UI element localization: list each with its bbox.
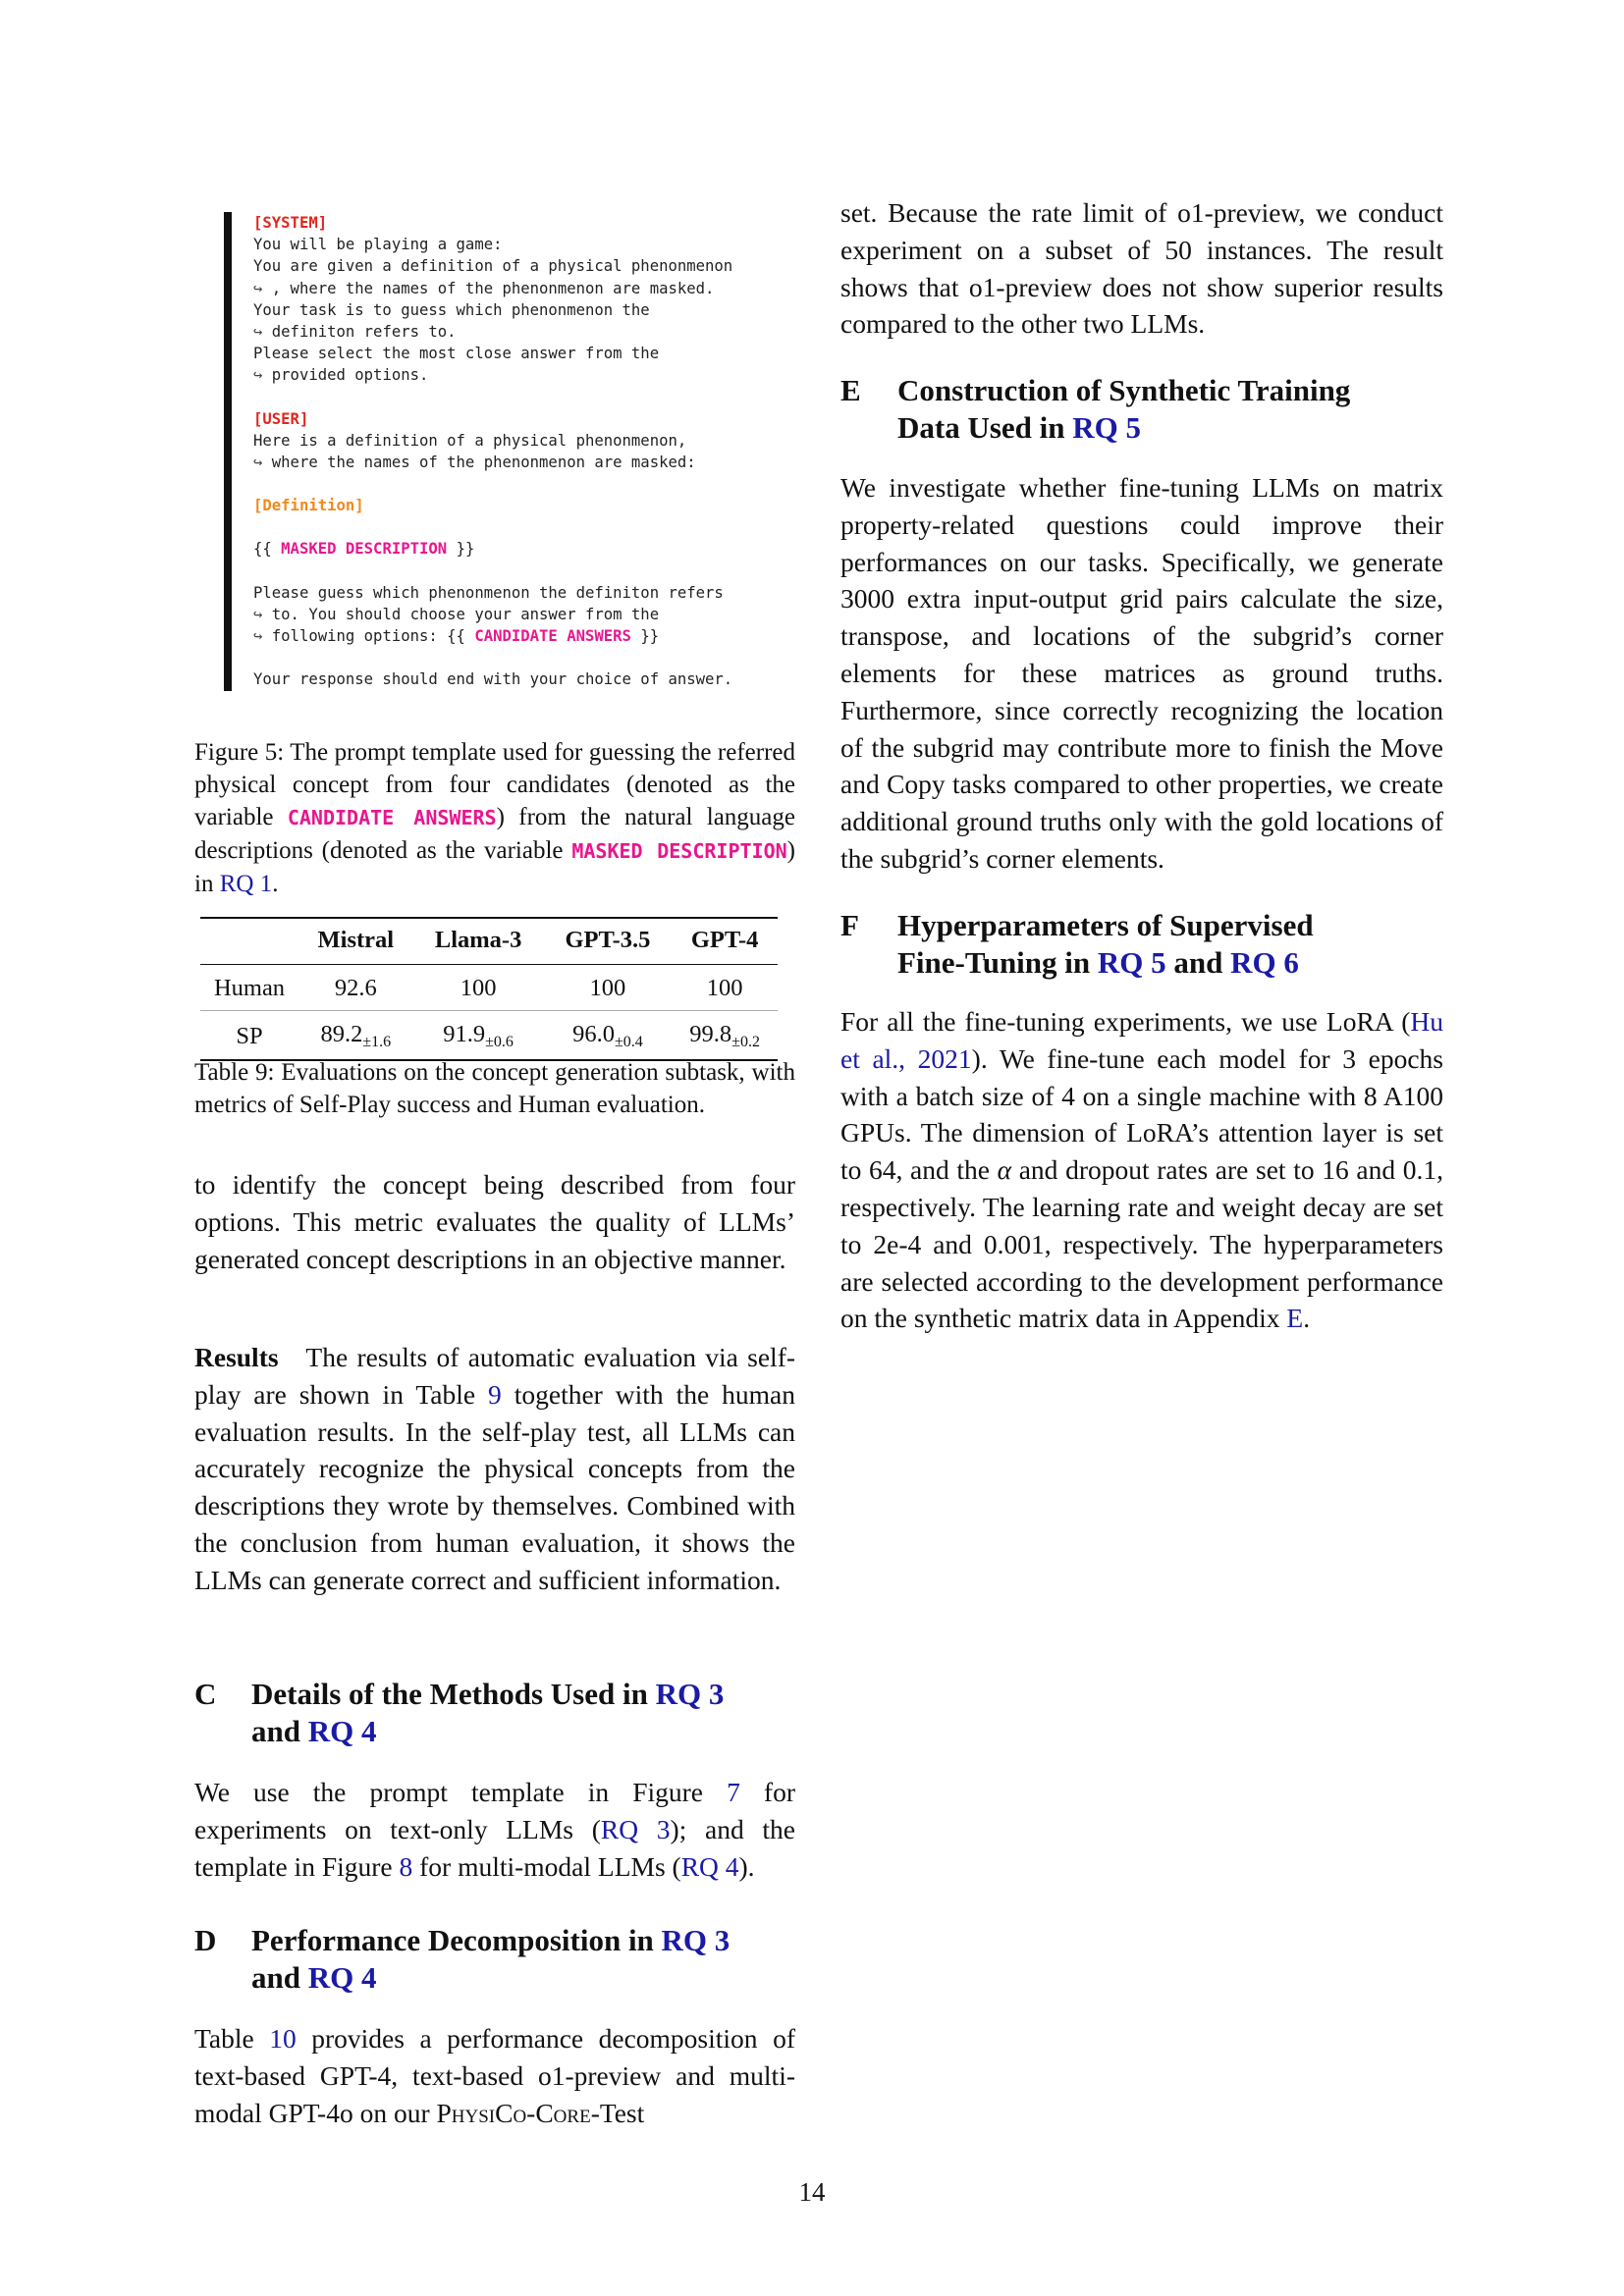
masked-description-var: MASKED DESCRIPTION [281, 540, 448, 559]
rq5-link[interactable]: RQ 5 [1072, 410, 1142, 445]
page-number: 14 [798, 2177, 826, 2207]
wrap-arrow-icon: ↪ [253, 279, 263, 297]
table-row: SP $89.2_{\pm 1.6}$ $91.9_{\pm 0.6}$ $96.0_{\pm 0.4}$ $99.8_{\pm 0.2}$ [200, 1011, 778, 1061]
spacer [253, 473, 784, 495]
system-tag: [SYSTEM] [253, 214, 328, 232]
rq4-link[interactable]: RQ 4 [307, 1714, 377, 1748]
section-e-paragraph: We investigate whether fine-tuning LLMs on matrix property-related questions could improve their performances on our tasks. Specifically, we generate 3000 extra input-output grid pairs calculate the size, transpose, and locations of the subgrid’s corner elements for these matrices as ground truths. Furthermore, since correctly recognizing the location of the subgrid may contribute more to finish the Move and Copy tasks compared to other properties, we create additional ground truths only with the gold locations of the subgrid’s corner elements. [840, 472, 1443, 874]
rq3-link[interactable]: RQ 3 [661, 1923, 731, 1957]
definition-tag: [Definition] [253, 497, 364, 515]
candidate-answers-var: CANDIDATE ANSWERS [474, 627, 631, 646]
table-9 [200, 917, 778, 1061]
rq6-link[interactable]: RQ 6 [1230, 945, 1299, 980]
rq3-link[interactable]: RQ 3 [655, 1677, 725, 1711]
appendix-e-link[interactable]: E [1286, 1303, 1304, 1334]
system-line: Please select the most close answer from the [253, 345, 660, 363]
table-9-link[interactable]: 9 [488, 1378, 502, 1410]
figure-7-link[interactable]: 7 [727, 1777, 740, 1807]
system-line: You will be playing a game: [253, 236, 503, 254]
wrap-arrow-icon: ↪ [253, 454, 263, 472]
system-line: ↪ provided options. [253, 366, 429, 385]
section-d-heading: D Performance Decomposition in RQ 3 and RQ 4 [194, 1923, 731, 1995]
spacer [253, 516, 784, 538]
spacer [253, 387, 784, 408]
rq4-link[interactable]: RQ 4 [680, 1850, 739, 1882]
spacer [253, 561, 784, 582]
system-line: ↪ definiton refers to. [253, 323, 457, 342]
user-tag: [USER] [253, 409, 309, 428]
wrap-arrow-icon: ↪ [253, 323, 263, 342]
wrap-arrow-icon: ↪ [253, 627, 263, 646]
table-row: Human 92.6 100 100 100 [213, 975, 743, 1001]
masked-description-line: {{ MASKED DESCRIPTION }} [253, 540, 475, 559]
table-header-row: Mistral Llama-3 GPT-3.5 GPT-4 [200, 918, 778, 965]
section-e-heading: E Construction of Synthetic Training Data Used in RQ 5 [840, 373, 1351, 445]
citation-link[interactable]: Hu et al., 2021 [840, 1006, 1443, 1074]
rq5-link[interactable]: RQ 5 [1097, 945, 1166, 980]
section-f-paragraph: For all the fine-tuning experiments, we use LoRA (Hu et al., 2021). We fine-tune each model for 3 epochs with a batch size of 4 on a single machine with 8 A100 GPUs. The dimension of LoRA’s attention layer is set to 64, and the α and dropout rates are set to 16 and 0.1, respectively. The learning rate and weight decay are set to 2e-4 and 0.001, respectively. The hyperparameters are selected according to the development performance on the synthetic matrix data in Appendix E. [840, 1006, 1443, 1334]
rq3-link[interactable]: RQ 3 [600, 1813, 671, 1844]
wrap-arrow-icon: ↪ [253, 605, 263, 623]
system-line: You are given a definition of a physical phenonmenon [253, 257, 733, 276]
table-10-link[interactable]: 10 [269, 2023, 297, 2054]
system-line: Your task is to guess which phenonmenon the [253, 300, 650, 319]
section-c-heading: C Details of the Methods Used in RQ 3 and RQ 4 [194, 1677, 725, 1748]
rq1-link[interactable]: RQ 1 [219, 871, 273, 897]
results-paragraph: Results The results of automatic evaluation via self-play are shown in Table 9 together with the human evaluation results. In the self-play test, all LLMs can accurately recognize the physical concepts from the descriptions they wrote by themselves. Combined with the conclusion from human evaluation, it shows the LLMs can generate correct and sufficient information. [194, 1342, 796, 1595]
guess-line: ↪ to. You should choose your answer from the [253, 605, 660, 623]
prompt-template-box [224, 212, 784, 691]
end-line: Your response should end with your choice of answer. [253, 670, 733, 689]
figure-5-caption: Figure 5: The prompt template used for guessing the referred physical concept from four candidates (denoted as the variable CANDIDATE ANSWERS) from the natural language descriptions (denoted as the variable MASKED DESCRIPTION) in RQ 1. [194, 739, 795, 897]
guess-line: ↪ following options: {{ CANDIDATE ANSWERS }} [253, 627, 660, 646]
section-c-paragraph: We use the prompt template in Figure 7 for experiments on text-only LLMs (RQ 3); and the template in Figure 8 for multi-modal LLMs (RQ 4). [194, 1777, 795, 1882]
table-9-caption: Table 9: Evaluations on the concept generation subtask, with metrics of Self-Play success and Human evaluation. [194, 1059, 795, 1118]
guess-line: Please guess which phenonmenon the definiton refers [253, 583, 724, 602]
section-f-heading: F Hyperparameters of Supervised Fine-Tuning in RQ 5 and RQ 6 [840, 908, 1314, 980]
wrap-arrow-icon: ↪ [253, 366, 263, 385]
paragraph: set. Because the rate limit of o1-preview, we conduct experiment on a subset of 50 instances. The result shows that o1-preview does not show superior results compared to the other two LLMs. [840, 197, 1443, 340]
system-line: ↪ , where the names of the phenonmenon are masked. [253, 279, 715, 297]
user-line: ↪ where the names of the phenonmenon are masked: [253, 454, 696, 472]
figure-8-link[interactable]: 8 [399, 1850, 413, 1882]
paragraph: to identify the concept being described from four options. This metric evaluates the quality of LLMs’ generated concept descriptions in an objective manner. [194, 1169, 795, 1274]
spacer [253, 647, 784, 668]
rq4-link[interactable]: RQ 4 [307, 1960, 377, 1995]
user-line: Here is a definition of a physical phenonmenon, [253, 431, 687, 450]
section-d-paragraph: Table 10 provides a performance decomposition of text-based GPT-4, text-based o1-preview and multi-modal GPT-4o on our PhysiCo-Core-Test [194, 2023, 795, 2128]
